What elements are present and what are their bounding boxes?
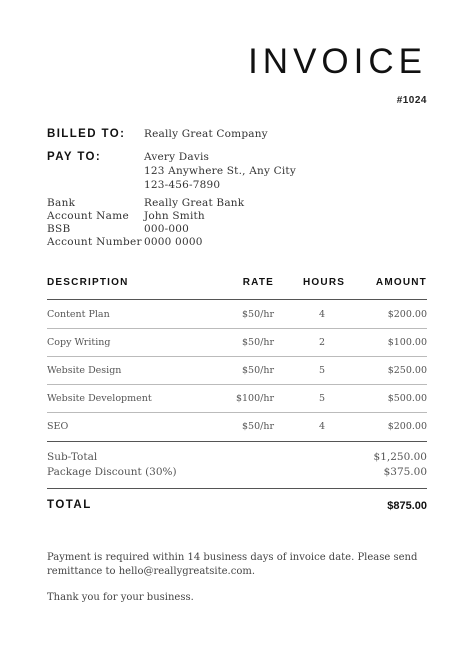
- row-amount: $250.00: [387, 365, 427, 376]
- table-header-divider: [47, 299, 427, 300]
- pay-to-label: PAY TO:: [47, 151, 102, 163]
- col-header-rate: RATE: [242, 277, 274, 288]
- pay-to-address: 123 Anywhere St., Any City: [144, 165, 296, 177]
- invoice-number: #1024: [396, 95, 427, 106]
- row-hours: 4: [318, 309, 326, 320]
- account-number-label: Account Number: [47, 236, 142, 248]
- row-hours: 2: [318, 337, 326, 348]
- row-description: SEO: [47, 421, 69, 432]
- row-rate: $50/hr: [242, 309, 274, 320]
- row-description: Content Plan: [47, 309, 110, 320]
- row-divider: [47, 356, 427, 357]
- discount-label: Package Discount (30%): [47, 466, 177, 478]
- row-description: Website Development: [47, 393, 152, 404]
- row-hours: 4: [318, 421, 326, 432]
- pay-to-phone: 123-456-7890: [144, 179, 221, 191]
- account-name-value: John Smith: [144, 210, 205, 222]
- account-number-value: 0000 0000: [144, 236, 203, 248]
- bank-label: Bank: [47, 197, 76, 209]
- row-divider: [47, 412, 427, 413]
- row-divider: [47, 384, 427, 385]
- account-name-label: Account Name: [47, 210, 129, 222]
- discount-value: $375.00: [383, 466, 427, 478]
- row-divider: [47, 328, 427, 329]
- total-label: TOTAL: [47, 499, 92, 511]
- row-rate: $100/hr: [235, 393, 274, 404]
- row-rate: $50/hr: [242, 421, 274, 432]
- thank-you-note: Thank you for your business.: [47, 592, 194, 603]
- row-description: Copy Writing: [47, 337, 111, 348]
- row-amount: $500.00: [387, 393, 427, 404]
- billed-to-value: Really Great Company: [144, 128, 268, 140]
- bsb-value: 000-000: [144, 223, 190, 235]
- subtotal-value: $1,250.00: [373, 451, 427, 463]
- row-amount: $100.00: [387, 337, 427, 348]
- row-rate: $50/hr: [242, 365, 274, 376]
- row-amount: $200.00: [387, 421, 427, 432]
- summary-divider: [47, 488, 427, 489]
- bank-value: Really Great Bank: [144, 197, 245, 209]
- total-value: $875.00: [387, 500, 427, 512]
- col-header-amount: AMOUNT: [375, 277, 427, 288]
- row-hours: 5: [318, 393, 326, 404]
- row-description: Website Design: [47, 365, 122, 376]
- billed-to-label: BILLED TO:: [47, 128, 126, 140]
- row-amount: $200.00: [387, 309, 427, 320]
- col-header-hours: HOURS: [303, 277, 346, 288]
- row-hours: 5: [318, 365, 326, 376]
- table-end-divider: [47, 441, 427, 442]
- row-rate: $50/hr: [242, 337, 274, 348]
- col-header-description: DESCRIPTION: [47, 277, 129, 288]
- payment-note: Payment is required within 14 business days of invoice date. Please send remittance to hello@reallygreatsite.com.: [47, 552, 418, 577]
- subtotal-label: Sub-Total: [47, 451, 98, 463]
- invoice-title: INVOICE: [248, 42, 427, 81]
- pay-to-name: Avery Davis: [144, 151, 210, 163]
- bsb-label: BSB: [47, 223, 71, 235]
